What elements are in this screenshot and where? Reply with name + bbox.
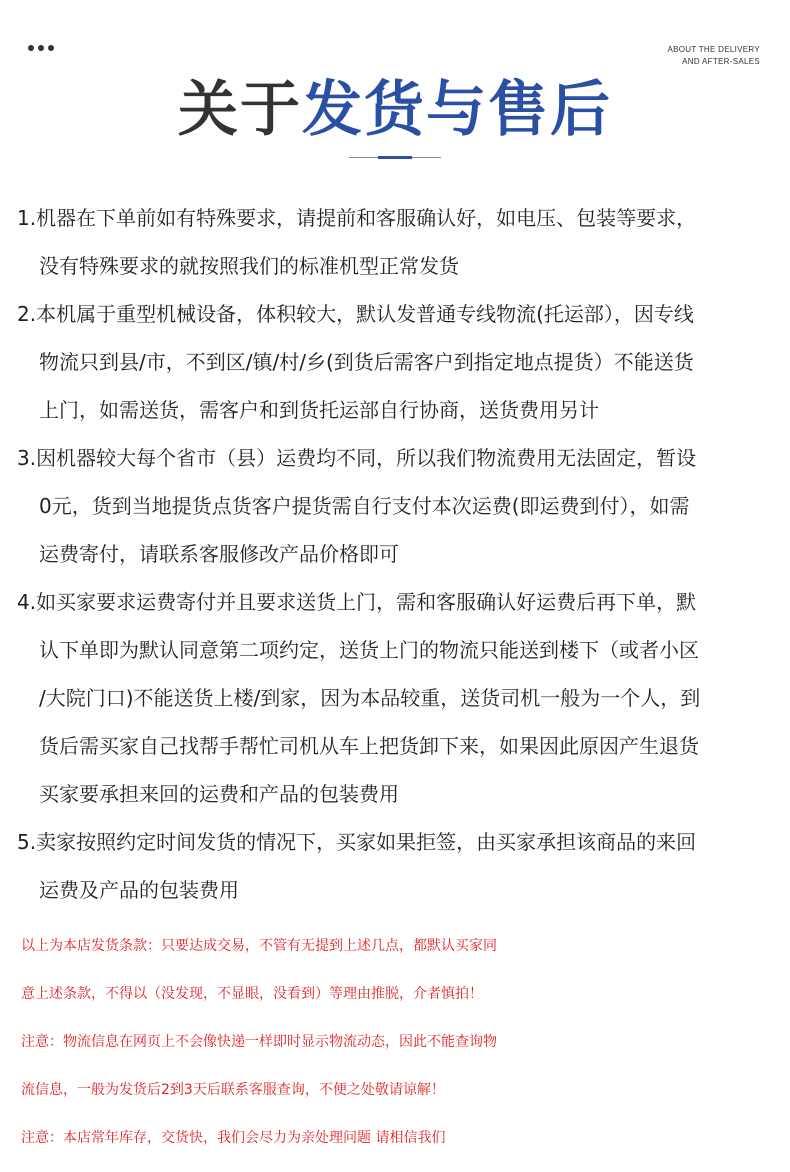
notice-line: 流信息，一般为发货后2到3天后联系客服查询，不便之处敬请谅解！ bbox=[21, 1082, 445, 1098]
term-line: 运费及产品的包装费用 bbox=[39, 878, 239, 902]
term-item-2 bbox=[17, 290, 777, 434]
term-line: 上门，如需送货，需客户和到货托运部自行协商，送货费用另计 bbox=[39, 398, 599, 422]
term-item-5 bbox=[17, 818, 777, 914]
english-subtitle-line-2: AND AFTER-SALES bbox=[682, 57, 760, 66]
notice-line: 注意：物流信息在网页上不会像快递一样即时显示物流动态，因此不能查询物 bbox=[21, 1034, 497, 1050]
page-title-dark: 关于 bbox=[178, 75, 302, 145]
page-title bbox=[0, 70, 790, 150]
term-line: 认下单即为默认同意第二项约定，送货上门的物流只能送到楼下（或者小区 bbox=[39, 638, 699, 662]
english-subtitle-line-1: ABOUT THE DELIVERY bbox=[667, 45, 760, 54]
notice-line: 注意：本店常年库存，交货快，我们会尽力为亲处理问题 请相信我们 bbox=[21, 1130, 446, 1146]
term-line: 运费寄付，请联系客服修改产品价格即可 bbox=[39, 542, 399, 566]
more-dot bbox=[38, 45, 44, 51]
term-line: 0元，货到当地提货点货客户提货需自行支付本次运费(即运费到付），如需 bbox=[39, 494, 690, 518]
notice-block bbox=[21, 922, 781, 1162]
more-dot bbox=[48, 45, 54, 51]
term-line: 没有特殊要求的就按照我们的标准机型正常发货 bbox=[39, 254, 459, 278]
term-line: 2.本机属于重型机械设备，体积较大，默认发普通专线物流(托运部），因专线 bbox=[17, 302, 694, 326]
english-subtitle bbox=[560, 44, 760, 68]
notice-line: 意上述条款，不得以（没发现，不显眼，没看到）等理由推脱，介者慎拍！ bbox=[21, 986, 483, 1002]
term-line: 货后需买家自己找帮手帮忙司机从车上把货卸下来，如果因此原因产生退货 bbox=[39, 734, 699, 758]
term-line: 物流只到县/市，不到区/镇/村/乡(到货后需客户到指定地点提货）不能送货 bbox=[39, 350, 694, 374]
term-line: 4.如买家要求运费寄付并且要求送货上门，需和客服确认好运费后再下单，默 bbox=[17, 590, 697, 614]
term-item-3 bbox=[17, 434, 777, 578]
more-dot bbox=[28, 45, 34, 51]
term-line: 买家要承担来回的运费和产品的包装费用 bbox=[39, 782, 399, 806]
page-title-blue: 发货与售后 bbox=[302, 75, 612, 145]
term-item-4 bbox=[17, 578, 777, 818]
title-divider-accent bbox=[378, 156, 412, 159]
term-line: 1.机器在下单前如有特殊要求，请提前和客服确认好，如电压、包装等要求， bbox=[17, 206, 697, 230]
terms-list bbox=[17, 194, 777, 914]
term-item-1 bbox=[17, 194, 777, 290]
more-icon[interactable] bbox=[28, 45, 54, 51]
term-line: 3.因机器较大每个省市（县）运费均不同，所以我们物流费用无法固定，暂设 bbox=[17, 446, 697, 470]
term-line: 5.卖家按照约定时间发货的情况下，买家如果拒签，由买家承担该商品的来回 bbox=[17, 830, 697, 854]
term-line: /大院门口)不能送货上楼/到家，因为本品较重，送货司机一般为一个人，到 bbox=[39, 686, 701, 710]
notice-line: 以上为本店发货条款：只要达成交易，不管有无提到上述几点，都默认买家同 bbox=[21, 938, 497, 954]
